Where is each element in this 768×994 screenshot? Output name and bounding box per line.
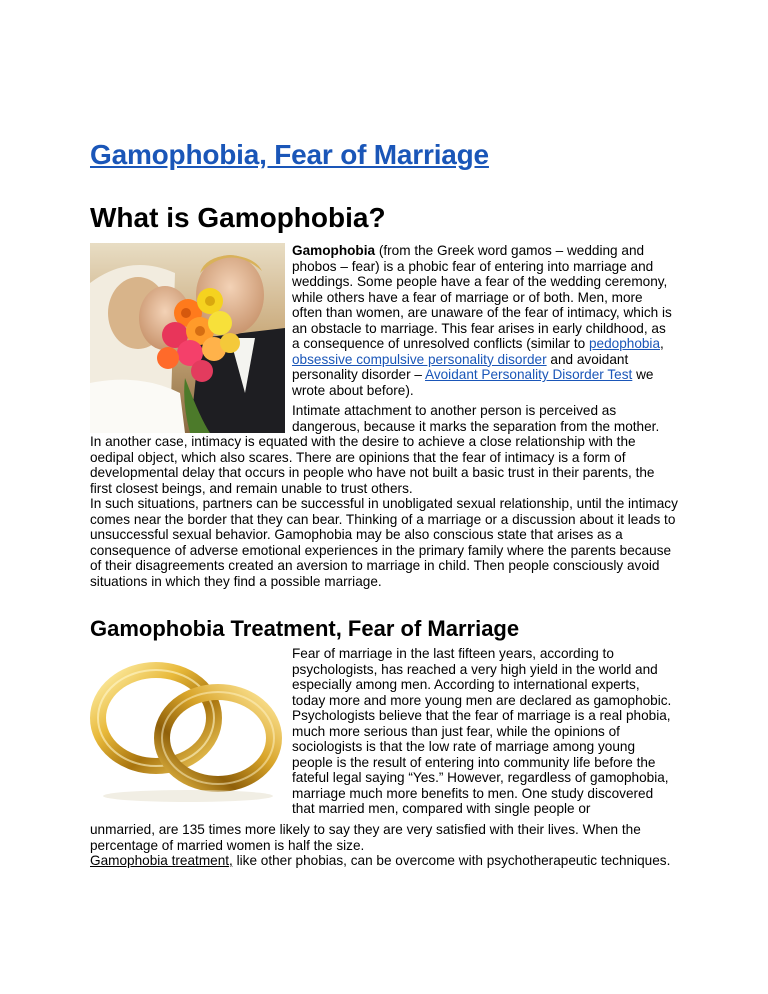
term-gamophobia: Gamophobia	[292, 243, 376, 258]
intro-text-d: we wrote about before).	[292, 367, 654, 398]
pedophobia-link[interactable]: pedophobia	[588, 336, 661, 351]
treatment-paragraph-wrapped: Fear of marriage in the last fifteen years, according to psychologists, has reached a very high yield in the world and especially among men. According to international experts, today more and more young men are declared as gamophobic. Psychologists believe that the fear of marriage is a real phobia, much more serious than just fear, while the opinions of sociologists is that the low rate of marriage among young people is the result of entering into community life before the fateful legal saying “Yes.” However, regardless of gamophobia, marriage much more benefits to men. One study discovered that married men, compared with single people or	[292, 646, 672, 816]
intro-paragraph	[292, 243, 672, 398]
intro-text-b: ,	[660, 336, 664, 351]
situations-paragraph: In such situations, partners can be successful in unobligated sexual relationship, until the intimacy comes near the border that they can bear. Thinking of a marriage or a discussion about it leads to unsuccessful sexual behavior. Gamophobia may be also conscious state that arises as a consequence of adverse emotional experiences in the primary family where the parents because of their disagreements created an aversion to marriage in child. Then people consciously avoid situations in which they find a possible marriage.	[90, 496, 678, 589]
section-heading-what-is: What is Gamophobia?	[90, 202, 386, 233]
intimacy-paragraph-wrapped: Intimate attachment to another person is perceived as dangerous, because it marks the separation from the mother.	[292, 403, 660, 434]
gamophobia-treatment-link[interactable]: Gamophobia treatment,	[90, 853, 233, 868]
treatment-techniques-text: like other phobias, can be overcome with psychotherapeutic techniques.	[232, 853, 671, 868]
avoidant-test-link[interactable]: Avoidant Personality Disorder Test	[425, 367, 633, 382]
page-title-link[interactable]: Gamophobia, Fear of Marriage	[90, 139, 489, 170]
ocpd-link[interactable]: obsessive compulsive personality disorder	[292, 351, 547, 367]
intro-text-a: (from the Greek word gamos – wedding and phobos – fear) is a phobic fear of entering into marriage and weddings. Some people have a fear of the wedding ceremony, while others have a fear of marriage or of both. Men, more often than women, are unaware of the fear of intimacy, which is an obstacle to marriage. This fear arises in early childhood, as a consequence of unresolved conflicts (similar to	[292, 243, 672, 351]
treatment-techniques-paragraph	[90, 853, 680, 869]
wedding-rings-photo	[88, 646, 288, 806]
wedding-couple-photo	[90, 243, 285, 433]
intimacy-paragraph-full: In another case, intimacy is equated with the desire to achieve a close relationship with the oedipal object, which also scares. There are opinions that the fear of intimacy is a form of developmental delay that occurs in people who have not built a basic trust in their parents, the first closest beings, and remain unable to trust others.	[90, 434, 655, 496]
section-heading-treatment: Gamophobia Treatment, Fear of Marriage	[90, 616, 520, 641]
intro-text-c: and avoidant personality disorder –	[292, 351, 629, 382]
treatment-paragraph-full: unmarried, are 135 times more likely to say they are very satisfied with their lives. When the percentage of married women is half the size.	[90, 822, 641, 853]
